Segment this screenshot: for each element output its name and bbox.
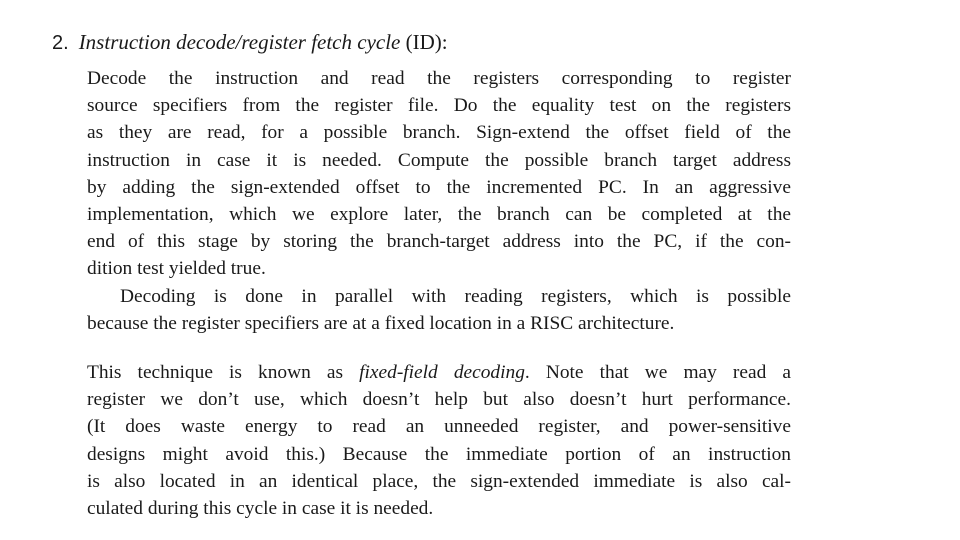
text-line: register we don’t use, which doesn’t help but also doesn’t hurt performance.: [87, 389, 791, 411]
text-line: Decoding is done in parallel with reading registers, which is possible: [120, 285, 791, 307]
text-line: culated during this cycle in case it is needed.: [87, 497, 434, 519]
paragraph-decode: [87, 65, 791, 283]
text-line: end of this stage by storing the branch-target address into the PC, if the con-: [87, 231, 791, 253]
text-run: . Note that we may read a: [524, 362, 791, 383]
text-line: implementation, which we explore later, the branch can be completed at the: [87, 203, 791, 225]
section-heading: [52, 29, 448, 56]
paragraph-parallel-decoding: [87, 283, 791, 337]
text-line: designs might avoid this.) Because the immediate portion of an instruction: [87, 443, 791, 465]
section-title: Instruction decode/register fetch cycle: [78, 30, 401, 54]
text-line: is also located in an identical place, the sign-extended immediate is also cal-: [87, 470, 791, 492]
emphasized-term: fixed-field decoding: [359, 362, 525, 383]
text-line: (It does waste energy to read an unneeded register, and power-sensitive: [87, 416, 791, 438]
section-title-suffix: (ID):: [400, 30, 448, 54]
body-text-upper: [87, 65, 791, 337]
text-line: dition test yielded true.: [87, 258, 266, 280]
text-line: instruction in case it is needed. Compute the possible branch target address: [87, 149, 791, 171]
text-run: This technique is known as: [87, 362, 360, 383]
paragraph-fixed-field: [87, 359, 791, 522]
text-line: [87, 359, 791, 386]
text-line: by adding the sign-extended offset to the incremented PC. In an aggressive: [87, 176, 791, 198]
body-text-lower: [87, 359, 791, 522]
text-line: Decode the instruction and read the registers corresponding to register: [87, 68, 791, 89]
section-number: 2.: [52, 32, 69, 54]
text-line: source specifiers from the register file. Do the equality test on the registers: [87, 95, 791, 117]
text-line: as they are read, for a possible branch. Sign-extend the offset field of the: [87, 122, 791, 144]
text-line: because the register specifiers are at a fixed location in a RISC architecture.: [87, 312, 675, 334]
